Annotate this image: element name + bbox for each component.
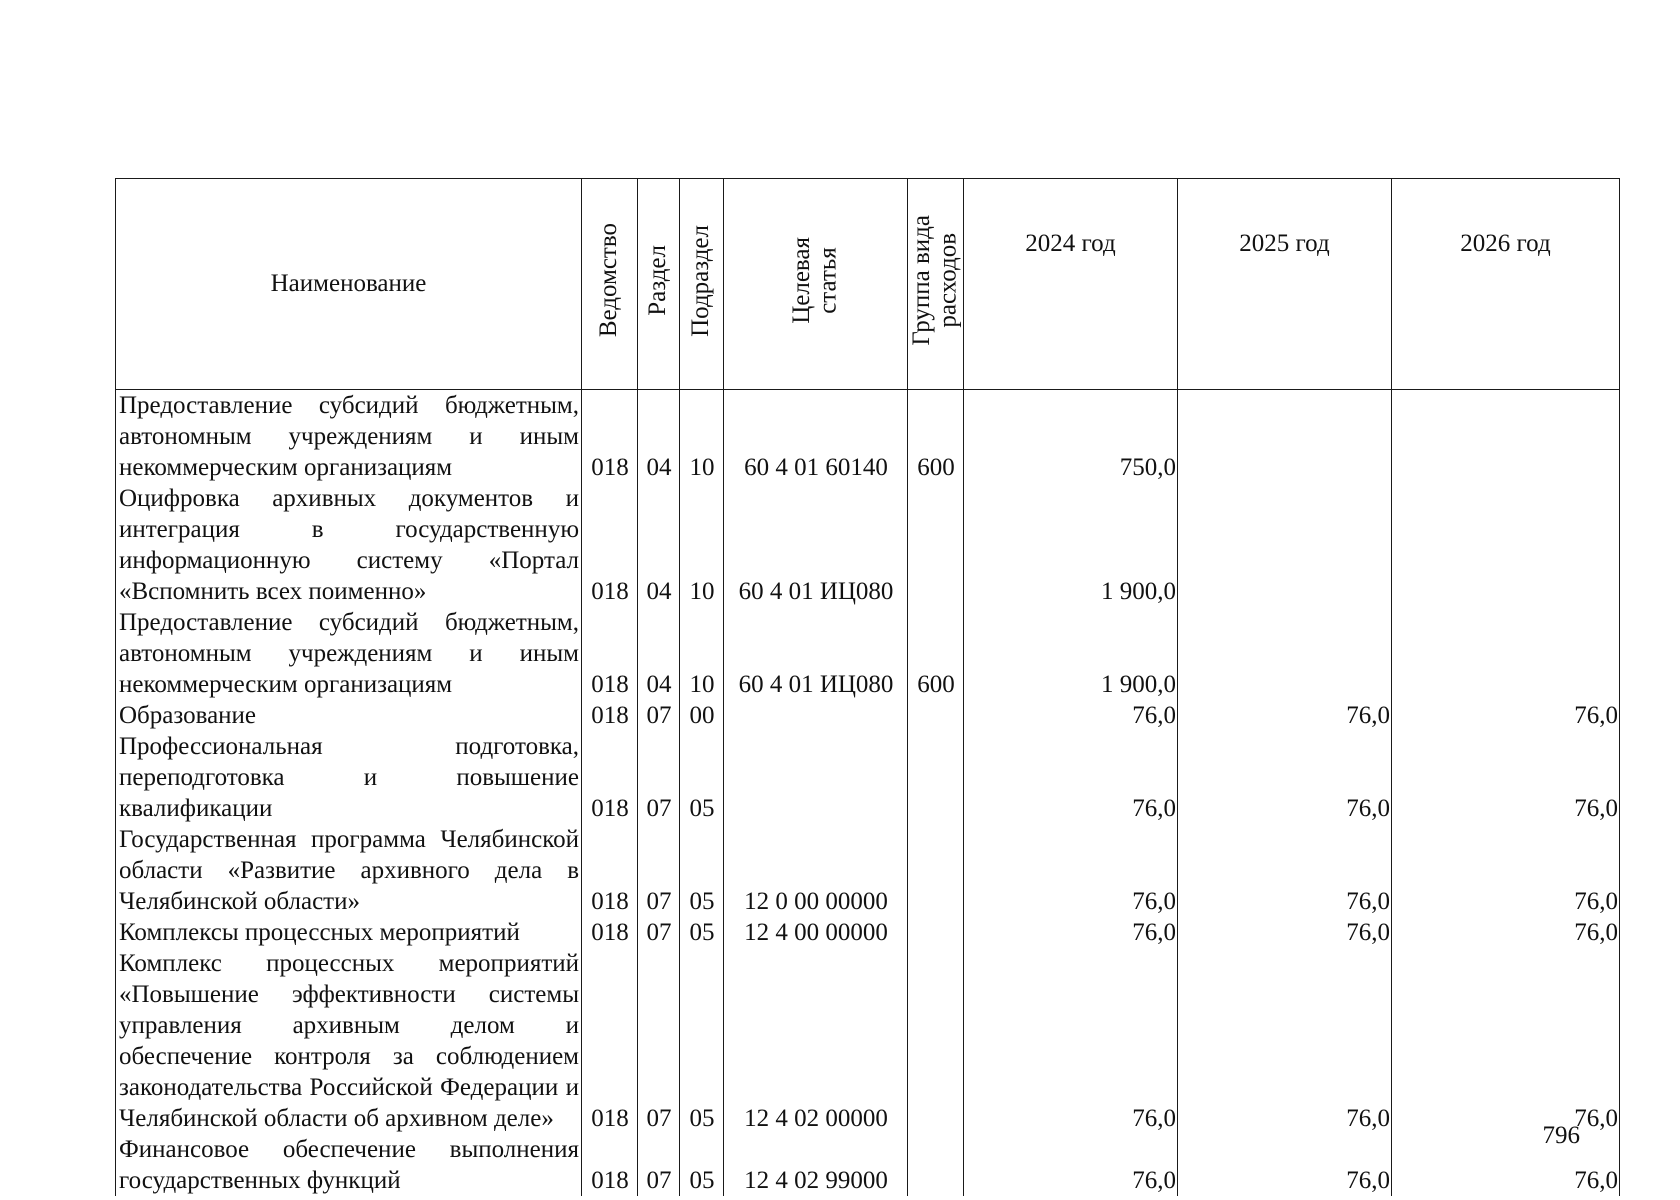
row-celevaya-statya xyxy=(724,731,908,824)
row-2026: 76,0 xyxy=(1392,1134,1620,1196)
table-row xyxy=(116,1134,1620,1196)
row-gruppa xyxy=(908,700,964,731)
row-podrazdel: 10 xyxy=(680,607,724,700)
row-gruppa xyxy=(908,483,964,607)
row-name: Профессиональная подготовка, переподготовка и повышение квалификации xyxy=(116,731,582,824)
row-2026 xyxy=(1392,390,1620,484)
row-gruppa: 600 xyxy=(908,607,964,700)
row-2025 xyxy=(1178,483,1392,607)
header-2024: 2024 год xyxy=(964,179,1178,390)
row-2026: 76,0 xyxy=(1392,700,1620,731)
row-vedomstvo: 018 xyxy=(582,824,638,917)
row-name: Оцифровка архивных документов и интеграция в государственную информационную систему «Портал «Вспомнить всех поименно» xyxy=(116,483,582,607)
row-name: Комплексы процессных мероприятий xyxy=(116,917,582,948)
row-2025 xyxy=(1178,607,1392,700)
row-podrazdel: 05 xyxy=(680,948,724,1134)
table-row xyxy=(116,483,1620,607)
row-podrazdel: 00 xyxy=(680,700,724,731)
row-2026 xyxy=(1392,483,1620,607)
row-2025 xyxy=(1178,390,1392,484)
row-razdel: 07 xyxy=(638,948,680,1134)
row-gruppa xyxy=(908,948,964,1134)
table-row xyxy=(116,948,1620,1134)
row-celevaya-statya: 60 4 01 ИЦ080 xyxy=(724,607,908,700)
table-row xyxy=(116,917,1620,948)
row-2025: 76,0 xyxy=(1178,917,1392,948)
row-razdel: 07 xyxy=(638,731,680,824)
row-2024: 76,0 xyxy=(964,948,1178,1134)
row-2024: 76,0 xyxy=(964,731,1178,824)
row-razdel: 04 xyxy=(638,483,680,607)
header-row xyxy=(116,179,1620,390)
table-row xyxy=(116,824,1620,917)
row-2025: 76,0 xyxy=(1178,824,1392,917)
row-2026: 76,0 xyxy=(1392,824,1620,917)
row-vedomstvo: 018 xyxy=(582,700,638,731)
budget-table xyxy=(115,178,1620,1196)
row-celevaya-statya: 60 4 01 60140 xyxy=(724,390,908,484)
row-celevaya-statya: 12 0 00 00000 xyxy=(724,824,908,917)
row-name: Государственная программа Челябинской области «Развитие архивного дела в Челябинской области» xyxy=(116,824,582,917)
row-podrazdel: 05 xyxy=(680,824,724,917)
row-podrazdel: 05 xyxy=(680,1134,724,1196)
row-2026: 76,0 xyxy=(1392,731,1620,824)
row-gruppa xyxy=(908,824,964,917)
header-vedomstvo: Ведомство xyxy=(582,179,638,390)
row-2026 xyxy=(1392,607,1620,700)
row-celevaya-statya: 12 4 00 00000 xyxy=(724,917,908,948)
row-2026: 76,0 xyxy=(1392,917,1620,948)
row-2024: 1 900,0 xyxy=(964,607,1178,700)
header-razdel: Раздел xyxy=(638,179,680,390)
table-row xyxy=(116,731,1620,824)
header-gruppa-vida-rashodov: Группа вида расходов xyxy=(908,179,964,390)
row-razdel: 07 xyxy=(638,1134,680,1196)
row-2025: 76,0 xyxy=(1178,700,1392,731)
row-2025: 76,0 xyxy=(1178,1134,1392,1196)
row-name: Образование xyxy=(116,700,582,731)
row-podrazdel: 10 xyxy=(680,390,724,484)
row-2024: 76,0 xyxy=(964,1134,1178,1196)
row-gruppa xyxy=(908,731,964,824)
row-2024: 1 900,0 xyxy=(964,483,1178,607)
header-celevaya-statya: Целевая статья xyxy=(724,179,908,390)
row-gruppa xyxy=(908,1134,964,1196)
row-name: Предоставление субсидий бюджетным, автономным учреждениям и иным некоммерческим организациям xyxy=(116,607,582,700)
row-vedomstvo: 018 xyxy=(582,607,638,700)
header-2026: 2026 год xyxy=(1392,179,1620,390)
header-2025: 2025 год xyxy=(1178,179,1392,390)
row-razdel: 07 xyxy=(638,700,680,731)
row-2026: 76,0 xyxy=(1392,948,1620,1134)
row-razdel: 04 xyxy=(638,390,680,484)
row-2024: 750,0 xyxy=(964,390,1178,484)
row-podrazdel: 05 xyxy=(680,917,724,948)
row-podrazdel: 10 xyxy=(680,483,724,607)
row-podrazdel: 05 xyxy=(680,731,724,824)
row-name: Комплекс процессных мероприятий «Повышение эффективности системы управления архивным делом и обеспечение контроля за соблюдением законодательства Российской Федерации и Челябинской области об архивном деле» xyxy=(116,948,582,1134)
row-vedomstvo: 018 xyxy=(582,483,638,607)
row-gruppa xyxy=(908,917,964,948)
row-celevaya-statya: 60 4 01 ИЦ080 xyxy=(724,483,908,607)
row-gruppa: 600 xyxy=(908,390,964,484)
row-name: Предоставление субсидий бюджетным, автономным учреждениям и иным некоммерческим организациям xyxy=(116,390,582,484)
row-vedomstvo: 018 xyxy=(582,948,638,1134)
row-vedomstvo: 018 xyxy=(582,1134,638,1196)
row-celevaya-statya: 12 4 02 00000 xyxy=(724,948,908,1134)
row-celevaya-statya: 12 4 02 99000 xyxy=(724,1134,908,1196)
table-row xyxy=(116,390,1620,484)
row-2024: 76,0 xyxy=(964,917,1178,948)
row-razdel: 04 xyxy=(638,607,680,700)
row-name: Финансовое обеспечение выполнения государственных функций xyxy=(116,1134,582,1196)
table-row xyxy=(116,607,1620,700)
row-celevaya-statya xyxy=(724,700,908,731)
row-2025: 76,0 xyxy=(1178,948,1392,1134)
row-razdel: 07 xyxy=(638,917,680,948)
row-vedomstvo: 018 xyxy=(582,731,638,824)
table-row xyxy=(116,700,1620,731)
row-vedomstvo: 018 xyxy=(582,390,638,484)
header-podrazdel: Подраздел xyxy=(680,179,724,390)
row-razdel: 07 xyxy=(638,824,680,917)
row-vedomstvo: 018 xyxy=(582,917,638,948)
row-2025: 76,0 xyxy=(1178,731,1392,824)
row-2024: 76,0 xyxy=(964,700,1178,731)
page-number: 796 xyxy=(1542,1122,1580,1149)
row-2024: 76,0 xyxy=(964,824,1178,917)
header-name: Наименование xyxy=(116,179,582,390)
